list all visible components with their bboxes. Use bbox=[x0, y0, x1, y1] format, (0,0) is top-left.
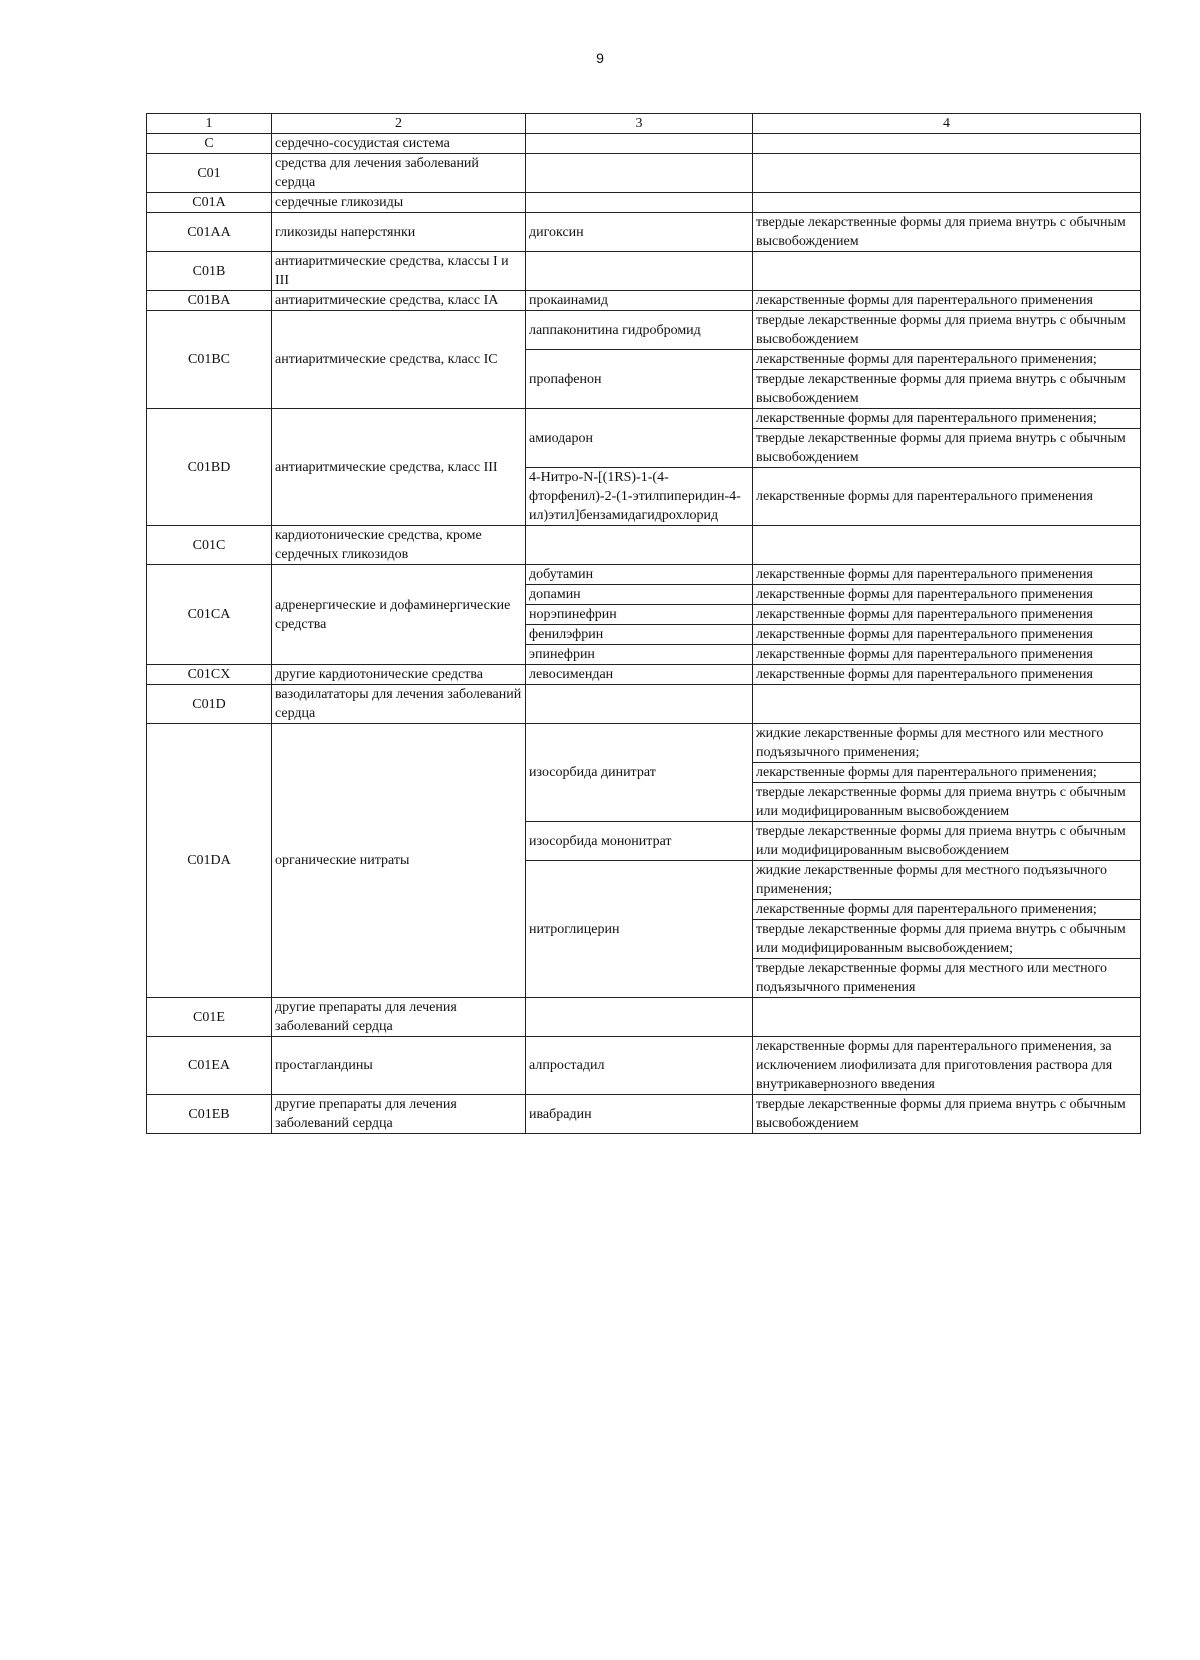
atc-code-cell: C01BC bbox=[147, 311, 272, 409]
table-row bbox=[147, 134, 1141, 154]
header-cell: 3 bbox=[526, 114, 753, 134]
dosage-form-cell: твердые лекарственные формы для приема внутрь с обычным или модифицированным высвобождением bbox=[753, 822, 1141, 861]
page-number: 9 bbox=[596, 50, 604, 66]
dosage-form-cell: лекарственные формы для парентерального применения; bbox=[753, 900, 1141, 920]
drug-name-cell: левосимендан bbox=[526, 665, 753, 685]
drug-name-cell: добутамин bbox=[526, 565, 753, 585]
group-name-cell: адренергические и дофаминергические средства bbox=[272, 565, 526, 665]
table-row bbox=[147, 998, 1141, 1037]
header-cell: 2 bbox=[272, 114, 526, 134]
atc-code-cell: C01AA bbox=[147, 213, 272, 252]
table-row bbox=[147, 409, 1141, 429]
group-name-cell: простагландины bbox=[272, 1037, 526, 1095]
dosage-form-cell bbox=[753, 154, 1141, 193]
table-row bbox=[147, 193, 1141, 213]
atc-code-cell: C01 bbox=[147, 154, 272, 193]
group-name-cell: вазодилататоры для лечения заболеваний сердца bbox=[272, 685, 526, 724]
table-row bbox=[147, 311, 1141, 350]
group-name-cell: антиаритмические средства, класс IA bbox=[272, 291, 526, 311]
table-row bbox=[147, 526, 1141, 565]
drug-name-cell: алпростадил bbox=[526, 1037, 753, 1095]
drug-name-cell: эпинефрин bbox=[526, 645, 753, 665]
atc-code-cell: C01D bbox=[147, 685, 272, 724]
dosage-form-cell: лекарственные формы для парентерального применения; bbox=[753, 350, 1141, 370]
group-name-cell: другие препараты для лечения заболеваний сердца bbox=[272, 998, 526, 1037]
drug-name-cell bbox=[526, 526, 753, 565]
group-name-cell: антиаритмические средства, классы I и III bbox=[272, 252, 526, 291]
dosage-form-cell: лекарственные формы для парентерального применения; bbox=[753, 409, 1141, 429]
atc-code-cell: C01CX bbox=[147, 665, 272, 685]
dosage-form-cell: лекарственные формы для парентерального применения bbox=[753, 585, 1141, 605]
table-row bbox=[147, 213, 1141, 252]
table-body bbox=[147, 114, 1141, 1134]
dosage-form-cell: твердые лекарственные формы для приема внутрь с обычным высвобождением bbox=[753, 370, 1141, 409]
drug-name-cell: норэпинефрин bbox=[526, 605, 753, 625]
dosage-form-cell: твердые лекарственные формы для приема внутрь с обычным или модифицированным высвобождением bbox=[753, 783, 1141, 822]
dosage-form-cell: лекарственные формы для парентерального применения, за исключением лиофилизата для приготовления раствора для внутрикавернозного введения bbox=[753, 1037, 1141, 1095]
drug-name-cell: дигоксин bbox=[526, 213, 753, 252]
dosage-form-cell: твердые лекарственные формы для приема внутрь с обычным высвобождением bbox=[753, 429, 1141, 468]
drug-name-cell bbox=[526, 998, 753, 1037]
atc-code-cell: C01EA bbox=[147, 1037, 272, 1095]
atc-code-cell: C01B bbox=[147, 252, 272, 291]
drug-name-cell bbox=[526, 134, 753, 154]
dosage-form-cell: жидкие лекарственные формы для местного подъязычного применения; bbox=[753, 861, 1141, 900]
table-header-row bbox=[147, 114, 1141, 134]
group-name-cell: средства для лечения заболеваний сердца bbox=[272, 154, 526, 193]
atc-code-cell: C01E bbox=[147, 998, 272, 1037]
dosage-form-cell bbox=[753, 252, 1141, 291]
drug-name-cell bbox=[526, 193, 753, 213]
group-name-cell: антиаритмические средства, класс III bbox=[272, 409, 526, 526]
atc-drug-table bbox=[146, 113, 1141, 1134]
dosage-form-cell bbox=[753, 193, 1141, 213]
dosage-form-cell bbox=[753, 526, 1141, 565]
drug-name-cell: допамин bbox=[526, 585, 753, 605]
atc-code-cell: C01EB bbox=[147, 1095, 272, 1134]
dosage-form-cell: твердые лекарственные формы для приема внутрь с обычным высвобождением bbox=[753, 213, 1141, 252]
group-name-cell: сердечно-сосудистая система bbox=[272, 134, 526, 154]
dosage-form-cell: лекарственные формы для парентерального применения bbox=[753, 605, 1141, 625]
atc-code-cell: C01CA bbox=[147, 565, 272, 665]
dosage-form-cell: твердые лекарственные формы для приема внутрь с обычным или модифицированным высвобождением; bbox=[753, 920, 1141, 959]
drug-name-cell: ивабрадин bbox=[526, 1095, 753, 1134]
table-row bbox=[147, 685, 1141, 724]
drug-name-cell: прокаинамид bbox=[526, 291, 753, 311]
table-row bbox=[147, 724, 1141, 763]
dosage-form-cell: лекарственные формы для парентерального применения bbox=[753, 291, 1141, 311]
dosage-form-cell: лекарственные формы для парентерального применения bbox=[753, 665, 1141, 685]
table-row bbox=[147, 1095, 1141, 1134]
dosage-form-cell: твердые лекарственные формы для приема внутрь с обычным высвобождением bbox=[753, 1095, 1141, 1134]
atc-code-cell: C bbox=[147, 134, 272, 154]
dosage-form-cell: лекарственные формы для парентерального применения bbox=[753, 565, 1141, 585]
group-name-cell: антиаритмические средства, класс IC bbox=[272, 311, 526, 409]
group-name-cell: кардиотонические средства, кроме сердечных гликозидов bbox=[272, 526, 526, 565]
atc-code-cell: C01C bbox=[147, 526, 272, 565]
table-row bbox=[147, 665, 1141, 685]
dosage-form-cell bbox=[753, 134, 1141, 154]
atc-code-cell: C01BA bbox=[147, 291, 272, 311]
dosage-form-cell: лекарственные формы для парентерального применения bbox=[753, 468, 1141, 526]
table-row bbox=[147, 252, 1141, 291]
drug-name-cell: изосорбида динитрат bbox=[526, 724, 753, 822]
dosage-form-cell: лекарственные формы для парентерального применения; bbox=[753, 763, 1141, 783]
drug-name-cell: 4-Нитро-N-[(1RS)-1-(4-фторфенил)-2-(1-этилпиперидин-4-ил)этил]бензамидагидрохлорид bbox=[526, 468, 753, 526]
table-row bbox=[147, 565, 1141, 585]
dosage-form-cell bbox=[753, 685, 1141, 724]
header-cell: 4 bbox=[753, 114, 1141, 134]
dosage-form-cell: твердые лекарственные формы для местного или местного подъязычного применения bbox=[753, 959, 1141, 998]
drug-name-cell: изосорбида мононитрат bbox=[526, 822, 753, 861]
dosage-form-cell: твердые лекарственные формы для приема внутрь с обычным высвобождением bbox=[753, 311, 1141, 350]
drug-name-cell bbox=[526, 154, 753, 193]
drug-name-cell: амиодарон bbox=[526, 409, 753, 468]
atc-code-cell: C01A bbox=[147, 193, 272, 213]
group-name-cell: другие кардиотонические средства bbox=[272, 665, 526, 685]
drug-name-cell: нитроглицерин bbox=[526, 861, 753, 998]
header-cell: 1 bbox=[147, 114, 272, 134]
dosage-form-cell: лекарственные формы для парентерального применения bbox=[753, 645, 1141, 665]
group-name-cell: гликозиды наперстянки bbox=[272, 213, 526, 252]
table-row bbox=[147, 291, 1141, 311]
drug-name-cell: фенилэфрин bbox=[526, 625, 753, 645]
atc-code-cell: C01DA bbox=[147, 724, 272, 998]
atc-code-cell: C01BD bbox=[147, 409, 272, 526]
group-name-cell: органические нитраты bbox=[272, 724, 526, 998]
table-row bbox=[147, 154, 1141, 193]
group-name-cell: другие препараты для лечения заболеваний сердца bbox=[272, 1095, 526, 1134]
table-row bbox=[147, 1037, 1141, 1095]
drug-name-cell: лаппаконитина гидробромид bbox=[526, 311, 753, 350]
group-name-cell: сердечные гликозиды bbox=[272, 193, 526, 213]
drug-name-cell bbox=[526, 252, 753, 291]
dosage-form-cell bbox=[753, 998, 1141, 1037]
dosage-form-cell: жидкие лекарственные формы для местного или местного подъязычного применения; bbox=[753, 724, 1141, 763]
dosage-form-cell: лекарственные формы для парентерального применения bbox=[753, 625, 1141, 645]
drug-name-cell: пропафенон bbox=[526, 350, 753, 409]
drug-name-cell bbox=[526, 685, 753, 724]
